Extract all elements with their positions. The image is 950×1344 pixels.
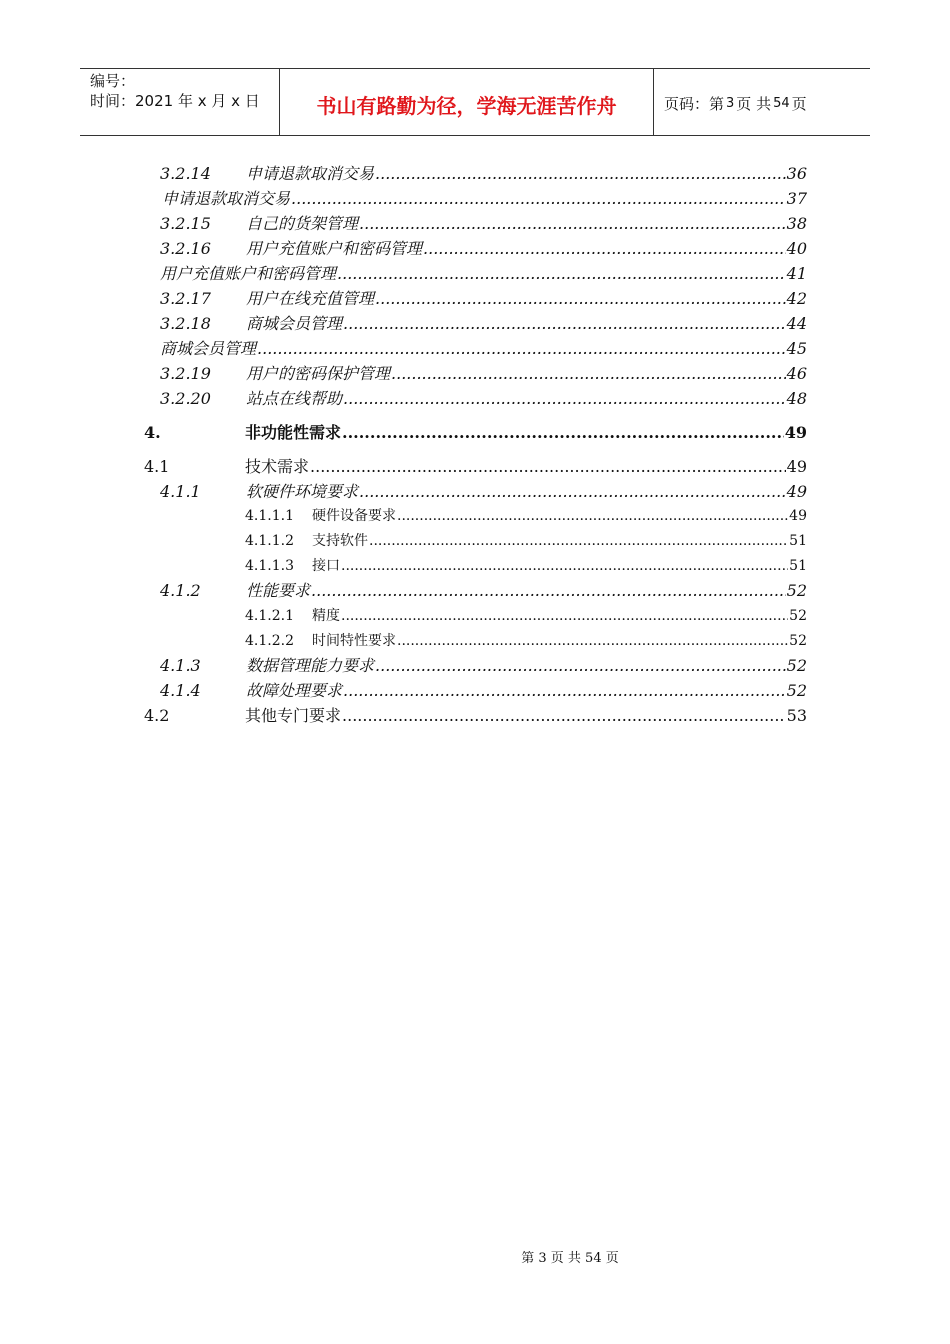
toc-leader-dots — [310, 457, 786, 476]
toc-entry-page: 49 — [786, 482, 807, 501]
toc-entry-page: 46 — [786, 364, 807, 383]
toc-leader-dots — [291, 189, 786, 208]
toc-entry[interactable] — [160, 361, 807, 384]
toc-entry-number: 4.1.1.1 — [245, 508, 294, 524]
toc-entry-number: 3.2.17 — [160, 289, 211, 308]
toc-entry-title: 精度 — [312, 608, 340, 624]
toc-entry-title: 非功能性需求 — [245, 423, 342, 442]
toc-entry-number: 4.1 — [144, 457, 170, 476]
toc-entry-page: 52 — [789, 608, 807, 624]
toc-entry[interactable] — [160, 653, 807, 676]
page-mid: 页 共 — [736, 94, 772, 113]
document-number-label: 编号： — [90, 72, 136, 90]
toc-leader-dots — [337, 264, 786, 283]
toc-entry-title: 用户充值账户和密码管理 — [246, 239, 423, 258]
toc-entry-title: 故障处理要求 — [246, 681, 343, 700]
toc-entry-number: 4.1.1.2 — [245, 533, 294, 549]
toc-entry[interactable] — [160, 479, 807, 502]
toc-entry-page: 45 — [786, 339, 807, 358]
toc-entry-title: 用户在线充值管理 — [246, 289, 375, 308]
page-prefix: 页码：第 — [664, 94, 725, 113]
toc-entry-sub[interactable] — [245, 630, 807, 650]
toc-leader-dots — [343, 681, 786, 700]
toc-entry-page: 44 — [786, 314, 807, 333]
page-footer: 第 3 页 共 54 页 — [521, 1251, 619, 1266]
toc-leader-dots — [369, 533, 788, 549]
toc-entry-title: 站点在线帮助 — [246, 389, 343, 408]
toc-leader-dots — [343, 314, 786, 333]
toc-entry-page: 40 — [786, 239, 807, 258]
toc-entry-page: 49 — [784, 423, 807, 442]
toc-entry-page: 36 — [786, 164, 807, 183]
toc-entry-number: 3.2.18 — [160, 314, 211, 333]
toc-leader-dots — [341, 558, 788, 574]
toc-entry-title: 商城会员管理 — [246, 314, 343, 333]
toc-entry-page: 37 — [786, 189, 807, 208]
header-page-number — [654, 69, 870, 135]
toc-entry-page: 52 — [789, 633, 807, 649]
toc-leader-dots — [359, 214, 786, 233]
toc-entry[interactable] — [160, 386, 807, 409]
toc-entry-page: 49 — [786, 457, 807, 476]
toc-entry-title: 技术需求 — [245, 457, 310, 476]
toc-entry[interactable] — [160, 578, 807, 601]
toc-leader-dots — [342, 706, 786, 725]
toc-entry-number: 4.1.2 — [160, 581, 201, 600]
toc-entry-number: 4.2 — [144, 706, 170, 725]
toc-entry-page: 41 — [786, 264, 807, 283]
toc-entry-sub[interactable] — [245, 530, 807, 550]
toc-entry-page: 51 — [789, 533, 807, 549]
toc-entry-page: 51 — [789, 558, 807, 574]
toc-entry-title: 支持软件 — [312, 533, 368, 549]
toc-entry[interactable] — [160, 211, 807, 234]
toc-entry-title: 其他专门要求 — [245, 706, 342, 725]
toc-entry-number: 3.2.14 — [160, 164, 211, 183]
toc-entry[interactable] — [160, 261, 807, 284]
toc-entry-number: 4.1.2.2 — [245, 633, 294, 649]
toc-entry[interactable] — [160, 161, 807, 184]
toc-entry[interactable] — [160, 336, 807, 359]
toc-entry[interactable] — [160, 678, 807, 701]
toc-entry-page: 38 — [786, 214, 807, 233]
page-current: 3 — [726, 95, 735, 111]
toc-entry-title: 接口 — [312, 558, 340, 574]
toc-entry-title: 时间特性要求 — [312, 633, 396, 649]
toc-entry-title: 申请退款取消交易 — [162, 189, 291, 208]
toc-entry-number: 4.1.1.3 — [245, 558, 294, 574]
toc-entry-page: 53 — [786, 706, 807, 725]
toc-entry-title: 商城会员管理 — [160, 339, 257, 358]
toc-entry-sub[interactable] — [245, 605, 807, 625]
toc-entry-page: 52 — [786, 581, 807, 600]
toc-entry[interactable] — [160, 236, 807, 259]
toc-entry-number: 3.2.20 — [160, 389, 211, 408]
toc-leader-dots — [397, 633, 788, 649]
toc-entry-number: 4. — [144, 423, 161, 442]
page-total: 54 — [773, 95, 790, 111]
toc-leader-dots — [391, 364, 786, 383]
toc-entry-number: 4.1.2.1 — [245, 608, 294, 624]
toc-entry-number: 4.1.3 — [160, 656, 201, 675]
toc-entry-number: 3.2.16 — [160, 239, 211, 258]
toc-leader-dots — [257, 339, 786, 358]
toc-entry-number: 4.1.1 — [160, 482, 201, 501]
toc-leader-dots — [375, 289, 786, 308]
toc-entry-title: 硬件设备要求 — [312, 508, 396, 524]
toc-entry-title: 用户的密码保护管理 — [246, 364, 391, 383]
toc-leader-dots — [341, 608, 788, 624]
header-motto: 书山有路勤为径，学海无涯苦作舟 — [280, 69, 654, 135]
toc-entry-section[interactable] — [144, 454, 807, 477]
toc-entry-chapter[interactable] — [144, 420, 807, 443]
toc-leader-dots — [397, 508, 788, 524]
toc-entry-title: 用户充值账户和密码管理 — [160, 264, 337, 283]
toc-entry-title: 性能要求 — [246, 581, 311, 600]
page-suffix: 页 — [791, 94, 807, 113]
toc-leader-dots — [375, 164, 786, 183]
toc-entry-sub[interactable] — [245, 505, 807, 525]
toc-entry-page: 52 — [786, 656, 807, 675]
toc-entry-title: 申请退款取消交易 — [246, 164, 375, 183]
toc-entry-title: 软硬件环境要求 — [246, 482, 359, 501]
header-meta — [80, 69, 280, 135]
toc-leader-dots — [311, 581, 786, 600]
toc-entry[interactable] — [162, 186, 807, 209]
toc-entry-page: 49 — [789, 508, 807, 524]
toc-entry-sub[interactable] — [245, 555, 807, 575]
toc-entry-number: 4.1.4 — [160, 681, 201, 700]
toc-entry[interactable] — [160, 311, 807, 334]
toc-entry-page: 48 — [786, 389, 807, 408]
toc-leader-dots — [359, 482, 786, 501]
toc-entry-page: 52 — [786, 681, 807, 700]
toc-entry-number: 3.2.19 — [160, 364, 211, 383]
toc-leader-dots — [342, 423, 784, 442]
document-time: 时间：2021 年 x 月 x 日 — [90, 92, 260, 110]
toc-entry-number: 3.2.15 — [160, 214, 211, 233]
toc-entry-page: 42 — [786, 289, 807, 308]
toc-entry-title: 自己的货架管理 — [246, 214, 359, 233]
page-header — [80, 68, 870, 136]
toc-leader-dots — [423, 239, 786, 258]
toc-leader-dots — [343, 389, 786, 408]
toc-entry[interactable] — [160, 286, 807, 309]
toc-leader-dots — [375, 656, 786, 675]
toc-entry-section[interactable] — [144, 703, 807, 726]
toc-entry-title: 数据管理能力要求 — [246, 656, 375, 675]
